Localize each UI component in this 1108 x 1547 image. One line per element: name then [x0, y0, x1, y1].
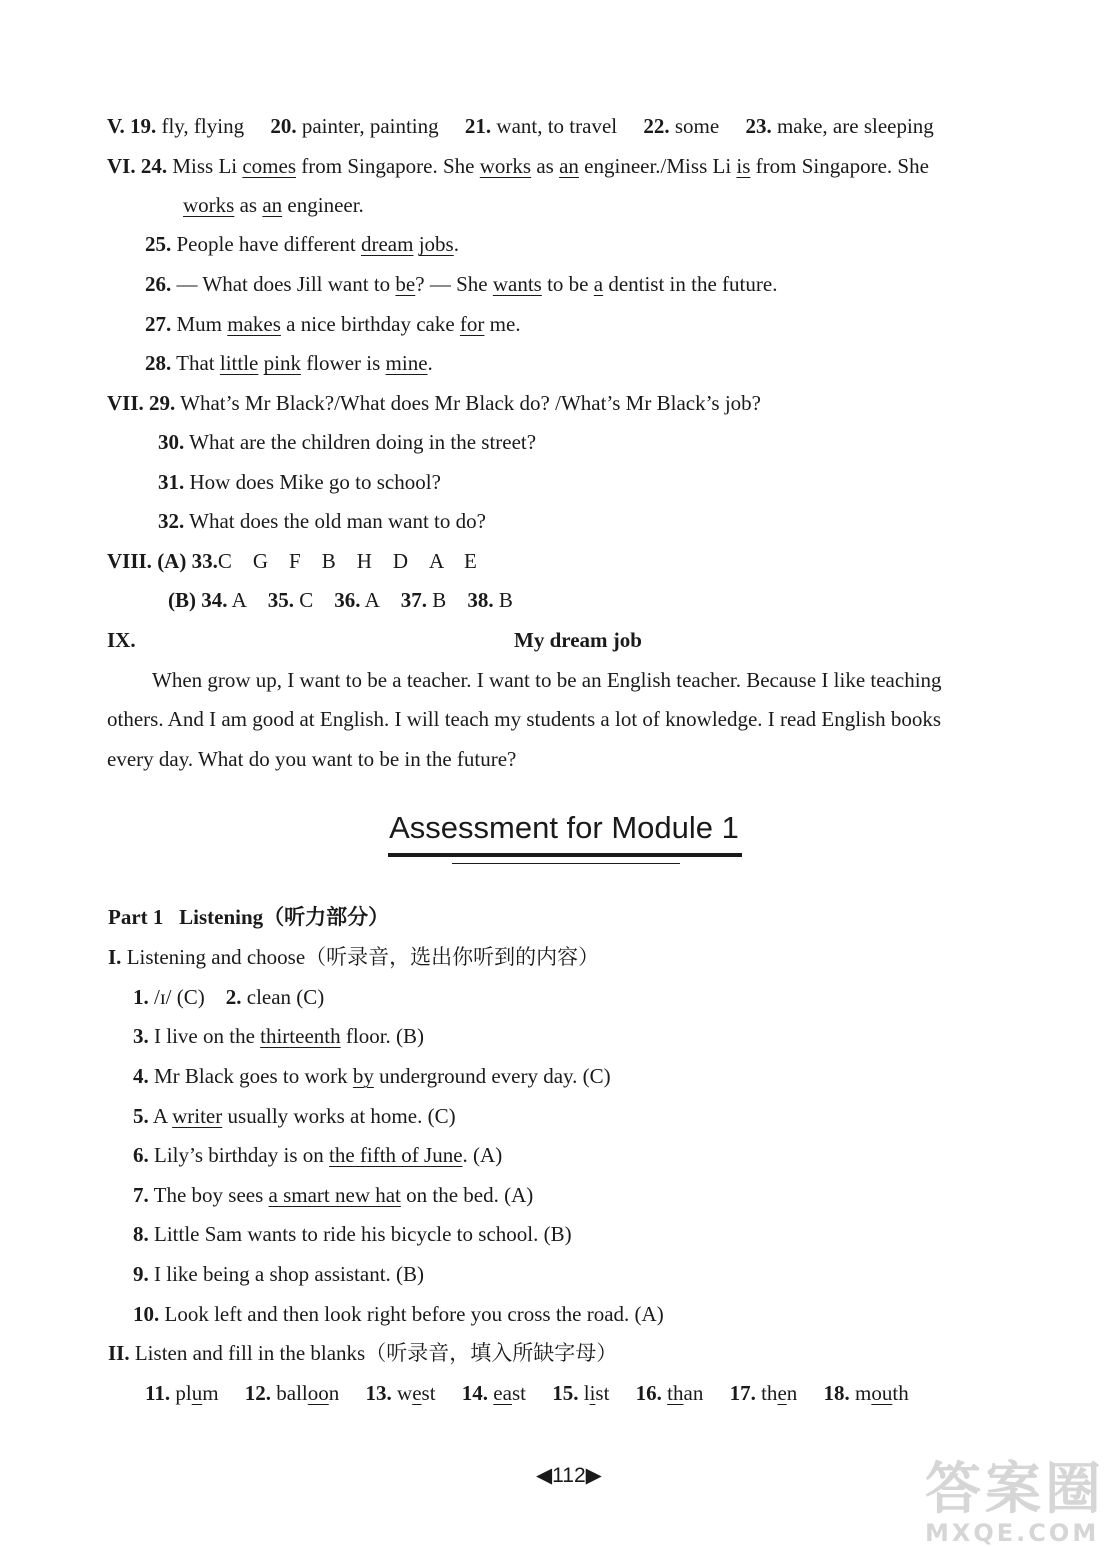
text: usually works at home. (C)	[222, 1104, 456, 1128]
answer-line-25	[145, 231, 459, 257]
item-number: 10.	[133, 1302, 160, 1326]
answer-line-3	[133, 1023, 424, 1049]
answer: make, are sleeping	[776, 114, 934, 138]
fill-blank-row	[145, 1380, 909, 1406]
text: as	[531, 154, 560, 178]
underlined-word: by	[352, 1064, 374, 1088]
answer-line-30	[158, 429, 536, 455]
text: . (A)	[462, 1143, 503, 1167]
item-number: 14.	[461, 1381, 489, 1405]
fill-item	[145, 1381, 219, 1405]
text: from Singapore. She	[296, 154, 480, 178]
text: pl	[175, 1381, 192, 1405]
answer-line-28	[145, 350, 433, 376]
item-number: 4.	[133, 1064, 149, 1088]
underlined-word: mine	[385, 351, 428, 375]
text: engineer./Miss Li	[578, 154, 737, 178]
underlined-word: an	[559, 154, 579, 178]
item-number: 2.	[225, 985, 242, 1009]
answer: C G F B H D A E	[217, 549, 477, 573]
answer-line-4	[133, 1063, 611, 1089]
text: floor. (B)	[340, 1024, 425, 1048]
underlined-word: an	[262, 193, 283, 217]
text: flower is	[300, 351, 386, 375]
triangle-right-icon: ▶	[585, 1464, 602, 1487]
watermark-url: MXQE.COM	[925, 1519, 1100, 1547]
text: — What does Jill want to	[176, 272, 396, 296]
answer: clean (C)	[246, 985, 325, 1009]
underlined-word: comes	[242, 154, 297, 178]
answer-line-26	[145, 271, 777, 297]
underlined-letters: ou	[871, 1381, 893, 1405]
watermark-title: 答案圈	[925, 1457, 1105, 1522]
item-number: 19.	[129, 114, 157, 138]
text: ? — She	[415, 272, 493, 296]
text: th	[761, 1381, 778, 1405]
text: to be	[541, 272, 594, 296]
item-number: 33.	[191, 549, 218, 573]
text: l	[583, 1381, 590, 1405]
item-number: 17.	[729, 1381, 756, 1405]
answer-line-29	[107, 390, 761, 416]
underlined-letters: i	[589, 1381, 596, 1405]
answer-line-7	[133, 1182, 533, 1208]
underlined-letters: th	[667, 1381, 684, 1405]
answer: /ɪ/ (C)	[154, 985, 205, 1009]
essay-line-3: every day. What do you want to be in the future?	[107, 747, 517, 771]
item-number: 35.	[267, 588, 295, 612]
answer: A	[364, 588, 380, 612]
fill-item	[636, 1381, 704, 1405]
page-number-text: 112	[552, 1464, 586, 1487]
section-tag: IX.	[107, 628, 136, 652]
answer: I like being a shop assistant. (B)	[154, 1262, 425, 1286]
text: dentist in the future.	[603, 272, 778, 296]
item-number: 18.	[823, 1381, 850, 1405]
item-number: 24.	[140, 154, 168, 178]
title-rule-thin	[452, 863, 680, 864]
answer-line-31	[158, 469, 441, 495]
underlined-word: be	[395, 272, 416, 296]
text: as	[234, 193, 263, 217]
section-tag: VII.	[107, 391, 144, 415]
item-number: 27.	[145, 312, 172, 336]
answer: fly, flying	[161, 114, 245, 138]
text: a nice birthday cake	[280, 312, 460, 336]
item-number: 38.	[467, 588, 494, 612]
text: Mum	[176, 312, 228, 336]
item-number: 30.	[158, 430, 185, 454]
item-number: 20.	[270, 114, 297, 138]
text: th	[892, 1381, 909, 1405]
fill-item	[245, 1381, 340, 1405]
fill-item	[366, 1381, 436, 1405]
fill-item	[824, 1381, 909, 1405]
answer-line-9	[133, 1261, 424, 1287]
item-number: 12.	[244, 1381, 272, 1405]
fill-item	[462, 1381, 526, 1405]
answer-line-24a	[107, 153, 929, 179]
text: st	[595, 1381, 610, 1405]
text: People have different	[176, 232, 361, 256]
item-number: 28.	[145, 351, 172, 375]
section-tag: I.	[108, 945, 122, 969]
answer: Little Sam wants to ride his bicycle to school. (B)	[154, 1222, 572, 1246]
answer: How does Mike go to school?	[189, 470, 441, 494]
answer: What are the children doing in the street?	[189, 430, 537, 454]
item-number: 22.	[643, 114, 670, 138]
item-number: 7.	[133, 1183, 149, 1207]
item-number: 13.	[365, 1381, 392, 1405]
item-number: 15.	[552, 1381, 579, 1405]
part-label: Part 1	[108, 905, 164, 929]
underlined-word: dream	[360, 232, 414, 256]
text: m	[855, 1381, 872, 1405]
part-label: (A)	[157, 549, 187, 573]
triangle-left-icon: ◀	[536, 1464, 553, 1487]
section-ii-heading	[108, 1340, 617, 1366]
text: n	[786, 1381, 798, 1405]
text: The boy sees	[153, 1183, 269, 1207]
text: .	[453, 232, 459, 256]
answer: C	[299, 588, 314, 612]
underlined-word: a smart new hat	[268, 1183, 401, 1207]
answer-line-5	[133, 1103, 456, 1129]
answer: Look left and then look right before you cross the road. (A)	[164, 1302, 664, 1326]
item-number: 34.	[201, 588, 228, 612]
section-title: Listen and fill in the blanks（听录音，填入所缺字母）	[134, 1341, 618, 1365]
underlined-word: pink	[263, 351, 301, 375]
answer: painter, painting	[301, 114, 439, 138]
underlined-word: the fifth of June	[329, 1143, 463, 1167]
answer-line-10	[133, 1301, 664, 1327]
underlined-letters: u	[191, 1381, 203, 1405]
underlined-letters: e	[777, 1381, 787, 1405]
answer-line-33	[107, 548, 477, 574]
answer-line-8	[133, 1221, 572, 1247]
underlined-word: works	[479, 154, 532, 178]
text: underground every day. (C)	[373, 1064, 611, 1088]
part-label: (B)	[168, 588, 196, 612]
answer-line-6	[133, 1142, 502, 1168]
text: st	[421, 1381, 436, 1405]
answer: B	[432, 588, 447, 612]
underlined-letters: e	[412, 1381, 422, 1405]
fill-item	[552, 1381, 609, 1405]
item-number: 26.	[145, 272, 172, 296]
section-i-heading	[108, 944, 599, 970]
page-number	[536, 1463, 602, 1488]
item-number: 3.	[133, 1024, 149, 1048]
underlined-word: makes	[227, 312, 281, 336]
essay-title	[514, 627, 642, 653]
item-number: 25.	[145, 232, 172, 256]
underlined-word: wants	[492, 272, 542, 296]
answer: What’s Mr Black?/What does Mr Black do? /What’s Mr Black’s job?	[180, 391, 761, 415]
item-number: 31.	[158, 470, 185, 494]
text: w	[397, 1381, 413, 1405]
title-rule-thick	[388, 853, 742, 857]
item-number: 36.	[334, 588, 361, 612]
answer: want, to travel	[496, 114, 618, 138]
item-number: 11.	[145, 1381, 171, 1405]
text: Lily’s birthday is on	[154, 1143, 329, 1167]
answer-line-24b	[183, 192, 364, 218]
underlined-word: a	[593, 272, 604, 296]
text: engineer.	[282, 193, 364, 217]
item-number: 29.	[149, 391, 176, 415]
text: Mr Black goes to work	[154, 1064, 353, 1088]
answer: A	[231, 588, 247, 612]
underlined-letters: ea	[493, 1381, 512, 1405]
part-title: Listening（听力部分）	[179, 905, 390, 929]
answer-line-32	[158, 508, 486, 534]
essay-line-1: When grow up, I want to be a teacher. I want to be an English teacher. Because I like teaching	[152, 668, 942, 692]
section-title: Listening and choose（听录音，选出你听到的内容）	[126, 945, 600, 969]
answer-line-27	[145, 311, 521, 337]
watermark-logo	[925, 1457, 1105, 1547]
section-tag: VIII.	[107, 549, 152, 573]
assessment-title: Assessment for Module 1	[389, 810, 739, 845]
text: Miss Li	[172, 154, 243, 178]
item-number: 5.	[133, 1104, 149, 1128]
text: .	[427, 351, 433, 375]
item-number: 6.	[133, 1143, 149, 1167]
text: m	[202, 1381, 219, 1405]
item-number: 8.	[133, 1222, 149, 1246]
answer-line-v	[107, 113, 934, 139]
underlined-word: thirteenth	[260, 1024, 341, 1048]
item-number: 21.	[464, 114, 492, 138]
answer-line-1-2	[133, 984, 324, 1010]
text: A	[152, 1104, 173, 1128]
answer: some	[674, 114, 720, 138]
text: n	[328, 1381, 340, 1405]
text: me.	[484, 312, 521, 336]
underlined-word: jobs	[418, 232, 454, 256]
underlined-letters: oo	[307, 1381, 329, 1405]
section-tag: II.	[108, 1341, 130, 1365]
text: on the bed. (A)	[400, 1183, 534, 1207]
item-number: 16.	[635, 1381, 662, 1405]
answer-line-34	[168, 587, 513, 613]
answer: What does the old man want to do?	[189, 509, 486, 533]
text: ball	[276, 1381, 308, 1405]
item-number: 32.	[158, 509, 185, 533]
underlined-word: little	[219, 351, 259, 375]
part1-heading	[108, 904, 389, 930]
answer: B	[498, 588, 513, 612]
text: an	[683, 1381, 704, 1405]
section-tag: V.	[107, 114, 125, 138]
underlined-word: writer	[172, 1104, 223, 1128]
item-number: 9.	[133, 1262, 149, 1286]
underlined-word: for	[459, 312, 485, 336]
essay-line-2: others. And I am good at English. I will teach my students a lot of knowledge. I read English books	[107, 707, 942, 731]
underlined-word: works	[183, 193, 235, 217]
text: I live on the	[154, 1024, 261, 1048]
item-number: 37.	[400, 588, 428, 612]
text: st	[511, 1381, 526, 1405]
section-tag: VI.	[107, 154, 136, 178]
fill-item	[730, 1381, 798, 1405]
item-number: 1.	[133, 985, 149, 1009]
underlined-word: is	[736, 154, 751, 178]
section-tag-ix	[107, 627, 136, 653]
item-number: 23.	[745, 114, 772, 138]
text: That	[176, 351, 220, 375]
text: from Singapore. She	[750, 154, 929, 178]
essay-title-text: My dream job	[514, 628, 642, 652]
